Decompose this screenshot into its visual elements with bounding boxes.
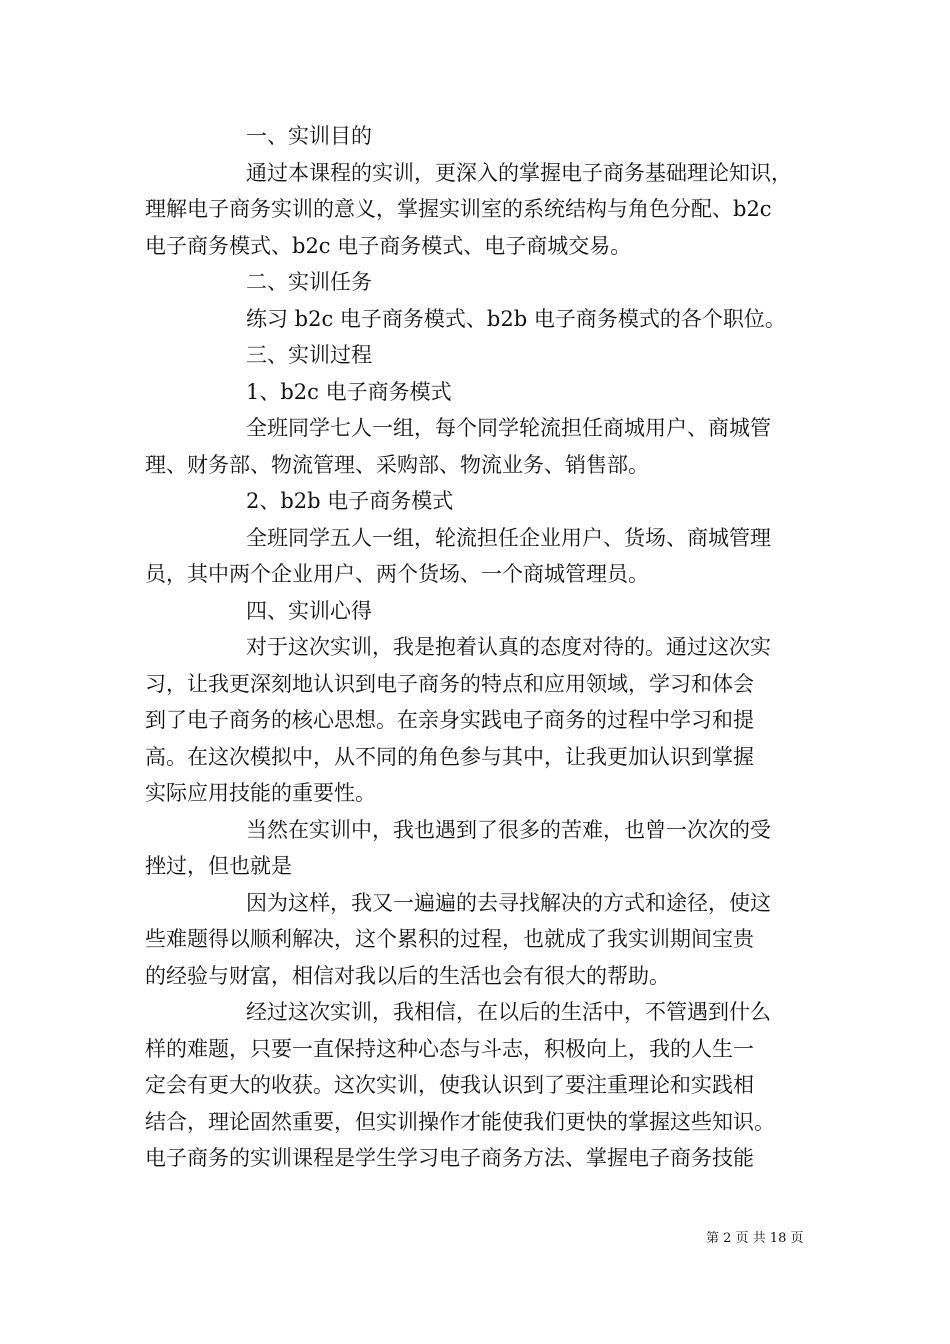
text-line: 高。在这次模拟中，从不同的角色参与其中，让我更加认识到掌握	[145, 744, 754, 769]
text-line: 通过本课程的实训，更深入的掌握电子商务基础理论知识，	[246, 160, 792, 185]
page-number: 第 2 页 共 18 页	[706, 1231, 804, 1246]
text-line: 结合，理论固然重要，但实训操作才能使我们更快的掌握这些知识。	[145, 1109, 775, 1134]
text-line: 些难题得以顺利解决，这个累积的过程，也就成了我实训期间宝贵	[145, 927, 754, 951]
text-line: 电子商务模式、b2c 电子商务模式、电子商城交易。	[145, 233, 632, 258]
text-line: 习，让我更深刻地认识到电子商务的特点和应用领域，学习和体会	[145, 671, 754, 696]
text-line: 全班同学七人一组，每个同学轮流担任商城用户、商城管	[246, 416, 771, 440]
text-line: 一、实训目的	[246, 124, 372, 148]
text-line: 理、财务部、物流管理、采购部、物流业务、销售部。	[145, 452, 649, 477]
text-line: 经过这次实训，我相信，在以后的生活中，不管遇到什么	[246, 1000, 771, 1024]
text-line: 电子商务的实训课程是学生学习电子商务方法、掌握电子商务技能	[145, 1146, 754, 1170]
text-line: 2、b2b 电子商务模式	[246, 489, 454, 513]
text-line: 1、b2c 电子商务模式	[246, 379, 452, 404]
text-line: 全班同学五人一组，轮流担任企业用户、货场、商城管理	[246, 525, 771, 550]
text-line: 因为这样，我又一遍遍的去寻找解决的方式和途径，使这	[246, 890, 771, 915]
text-line: 三、实训过程	[246, 343, 372, 367]
text-line: 到了电子商务的核心思想。在亲身实践电子商务的过程中学习和提	[145, 708, 754, 732]
text-line: 对于这次实训，我是抱着认真的态度对待的。通过这次实	[246, 635, 771, 659]
text-line: 员，其中两个企业用户、两个货场、一个商城管理员。	[145, 562, 649, 586]
document-body	[145, 118, 810, 1177]
text-line: 四、实训心得	[246, 598, 372, 623]
text-line: 理解电子商务实训的意义，掌握实训室的系统结构与角色分配、b2c	[145, 197, 772, 221]
text-line: 样的难题，只要一直保持这种心态与斗志，积极向上，我的人生一	[145, 1036, 754, 1061]
text-line: 的经验与财富，相信对我以后的生活也会有很大的帮助。	[145, 963, 670, 988]
text-line: 定会有更大的收获。这次实训，使我认识到了要注重理论和实践相	[145, 1073, 754, 1097]
text-line: 实际应用技能的重要性。	[145, 781, 376, 805]
text-line: 当然在实训中，我也遇到了很多的苦难，也曾一次次的受	[246, 817, 771, 842]
text-line: 挫过，但也就是	[145, 854, 292, 878]
text-line: 二、实训任务	[246, 270, 372, 294]
text-line: 练习 b2c 电子商务模式、b2b 电子商务模式的各个职位。	[246, 306, 786, 331]
